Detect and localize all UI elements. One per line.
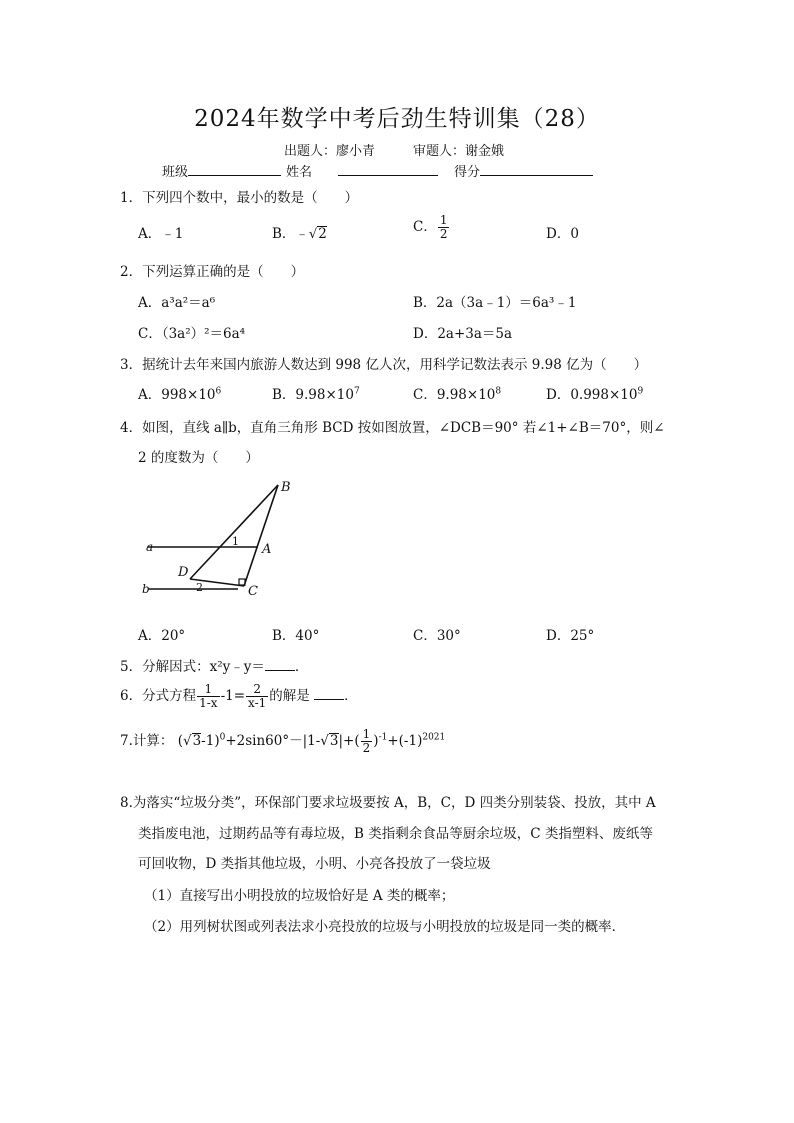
q7-expression: $(√3-1)^0+2\sin 60^\circ-|1-√3|+$( $\frac{1}{2}$ )$^{-1}+(-1)^{2021}$ [177,727,446,755]
label-A: A [262,542,272,557]
label-B: B [281,480,291,495]
q2-option-c: C．（3a²）²＝6a⁴ [138,326,246,342]
q2-option-a: A．a³a²＝a⁶ [138,295,216,311]
question-8-line1: 8.为落实“垃圾分类”，环保部门要求垃圾要按 A，B，C，D 四类分别装袋、投放，其中 A [120,795,656,811]
q2-option-b: B．2a（3a﹣1）＝6a³﹣1 [413,295,577,311]
q4-option-d: D．25° [546,628,595,644]
q5-expression: x²y﹣y＝ [209,659,265,675]
q1-b-radicand: 2 [318,226,327,242]
question-8-sub1: （1）直接写出小明投放的垃圾恰好是 A 类的概率； [144,888,455,904]
q1-option-c: C． $\frac{1}{2}$ [413,213,448,241]
reviewer-label: 审题人：谢金娥 [413,144,505,159]
segment-DB [190,485,278,579]
question-7 [120,728,445,755]
question-8-line2: 类指废电池，过期药品等有毒垃圾，B 类指剩余食品等厨余垃圾，C 类指塑料、废纸等 [138,826,653,842]
question-1-stem: 1．下列四个数中，最小的数是（ ） [120,190,359,206]
score-label: 得分 [454,165,481,180]
q3-option-a: A．$998\times 10^6$ [138,386,222,403]
setter-label: 出题人：廖小青 [284,144,376,159]
label-angle-2: 2 [196,581,203,594]
class-label: 班级 [162,165,189,180]
name-label: 姓名 [286,165,313,180]
q3-option-b: B．$9.98\times 10^7$ [272,386,360,403]
label-angle-1: 1 [232,535,239,548]
q1-option-d: D．0 [546,226,579,242]
score-field [454,161,593,180]
q2-option-d: D．2a+3a＝5a [413,326,513,342]
q4-geometry-figure [138,475,308,605]
segment-BC [244,485,278,586]
q6-fraction-2: $\frac{2}{x-1}$ [248,682,267,710]
label-C: C [248,584,258,599]
question-5: 5．分解因式：x²y﹣y＝ ． [120,659,309,675]
q4-option-a: A．20° [138,628,186,644]
class-blank[interactable] [188,163,281,176]
name-blank[interactable] [338,163,438,176]
question-4-stem-line1: 4．如图，直线 a∥b，直角三角形 BCD 按如图放置，∠DCB＝90° 若∠1+∠B＝70°，则∠ [120,420,665,436]
q1-option-b: B．﹣√2 [272,226,327,242]
q5-answer-blank[interactable] [265,658,295,671]
label-D: D [178,565,189,580]
q6-fraction-1: $\frac{1}{1-x}$ [199,682,218,710]
question-4-stem-line2: 2 的度数为（ ） [138,450,259,466]
page-title: 2024年数学中考后劲生特训集（28） [194,106,600,132]
score-blank[interactable] [480,163,593,176]
name-field [286,161,438,180]
class-field [162,161,281,180]
q7-label: 7.计算： [120,733,174,749]
question-8-sub2: （2）用列树状图或列表法求小亮投放的垃圾与小明投放的垃圾是同一类的概率． [144,919,626,935]
question-8-line3: 可回收物，D 类指其他垃圾，小明、小亮各投放了一袋垃圾 [138,856,491,872]
q4-option-c: C．30° [413,628,461,644]
q6-answer-blank[interactable] [314,687,344,700]
q1-c-fraction: $\frac{1}{2}$ [439,213,448,241]
label-a: a [146,540,154,554]
question-2-stem: 2．下列运算正确的是（ ） [120,264,305,280]
label-b: b [142,582,150,596]
q3-option-d: D．$0.998\times 10^9$ [546,386,644,403]
question-3-stem: 3．据统计去年来国内旅游人数达到 998 亿人次，用科学记数法表示 9.98 亿为（ ） [120,357,648,373]
question-6: 6．分式方程 $\frac{1}{1-x}$ -1= $\frac{2}{x-1}$ 的解是 ． [120,682,358,710]
q4-option-b: B．40° [272,628,320,644]
q1-option-a: A．﹣1 [138,226,184,242]
q3-option-c: C．$9.98\times 10^8$ [413,386,502,403]
